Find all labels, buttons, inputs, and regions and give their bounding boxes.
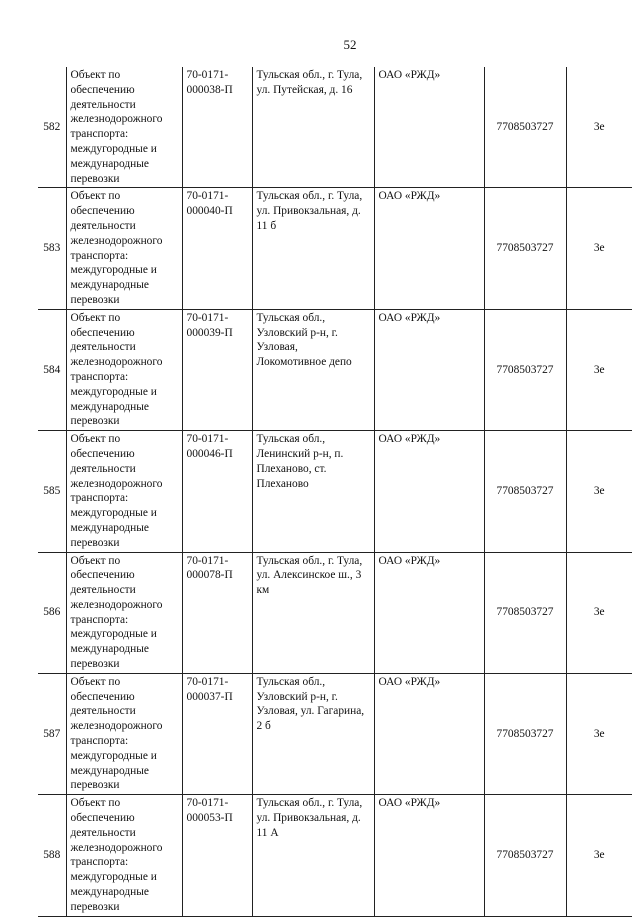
row-number: 585 [38, 431, 66, 552]
object-address: Тульская обл., Ленинский р-н, п. Плеханово, ст. Плеханово [252, 431, 374, 552]
object-address: Тульская обл., г. Тула, ул. Путейская, д. 16 [252, 67, 374, 188]
object-code: 70-0171-000040-П [182, 188, 252, 309]
object-name: Объект по обеспечению деятельности железнодорожного транспорта: междугородные и международные перевозки [66, 67, 182, 188]
object-category: 3е [566, 309, 632, 430]
object-code: 70-0171-000053-П [182, 795, 252, 916]
object-name: Объект по обеспечению деятельности железнодорожного транспорта: междугородные и международные перевозки [66, 673, 182, 794]
object-category: 3е [566, 431, 632, 552]
object-category: 3е [566, 67, 632, 188]
operator-inn: 7708503727 [484, 309, 566, 430]
table-row [38, 309, 632, 430]
page-number: 52 [343, 37, 357, 52]
operator-inn: 7708503727 [484, 431, 566, 552]
row-number: 584 [38, 309, 66, 430]
registry-table [38, 67, 632, 917]
object-category: 3е [566, 795, 632, 916]
object-operator: ОАО «РЖД» [374, 552, 484, 673]
object-operator: ОАО «РЖД» [374, 309, 484, 430]
operator-inn: 7708503727 [484, 188, 566, 309]
object-name: Объект по обеспечению деятельности железнодорожного транспорта: междугородные и международные перевозки [66, 795, 182, 916]
row-number: 582 [38, 67, 66, 188]
object-operator: ОАО «РЖД» [374, 673, 484, 794]
object-name: Объект по обеспечению деятельности железнодорожного транспорта: междугородные и международные перевозки [66, 309, 182, 430]
object-operator: ОАО «РЖД» [374, 67, 484, 188]
object-name: Объект по обеспечению деятельности железнодорожного транспорта: междугородные и международные перевозки [66, 188, 182, 309]
object-name: Объект по обеспечению деятельности железнодорожного транспорта: междугородные и международные перевозки [66, 552, 182, 673]
table-row [38, 673, 632, 794]
table-row [38, 67, 632, 188]
table-row [38, 431, 632, 552]
object-operator: ОАО «РЖД» [374, 188, 484, 309]
object-category: 3е [566, 552, 632, 673]
object-code: 70-0171-000038-П [182, 67, 252, 188]
object-code: 70-0171-000078-П [182, 552, 252, 673]
row-number: 583 [38, 188, 66, 309]
row-number: 586 [38, 552, 66, 673]
operator-inn: 7708503727 [484, 795, 566, 916]
object-code: 70-0171-000037-П [182, 673, 252, 794]
operator-inn: 7708503727 [484, 67, 566, 188]
table-row [38, 188, 632, 309]
object-address: Тульская обл., г. Тула, ул. Привокзальная, д. 11 А [252, 795, 374, 916]
table-row [38, 552, 632, 673]
object-operator: ОАО «РЖД» [374, 795, 484, 916]
operator-inn: 7708503727 [484, 673, 566, 794]
object-address: Тульская обл., г. Тула, ул. Алексинское ш., 3 км [252, 552, 374, 673]
object-address: Тульская обл., Узловский р-н, г. Узловая, Локомотивное депо [252, 309, 374, 430]
object-address: Тульская обл., г. Тула, ул. Привокзальная, д. 11 б [252, 188, 374, 309]
object-category: 3е [566, 188, 632, 309]
object-address: Тульская обл., Узловский р-н, г. Узловая, ул. Гагарина, 2 б [252, 673, 374, 794]
object-code: 70-0171-000046-П [182, 431, 252, 552]
object-code: 70-0171-000039-П [182, 309, 252, 430]
row-number: 587 [38, 673, 66, 794]
table-row [38, 795, 632, 916]
operator-inn: 7708503727 [484, 552, 566, 673]
object-name: Объект по обеспечению деятельности железнодорожного транспорта: междугородные и международные перевозки [66, 431, 182, 552]
object-operator: ОАО «РЖД» [374, 431, 484, 552]
row-number: 588 [38, 795, 66, 916]
object-category: 3е [566, 673, 632, 794]
